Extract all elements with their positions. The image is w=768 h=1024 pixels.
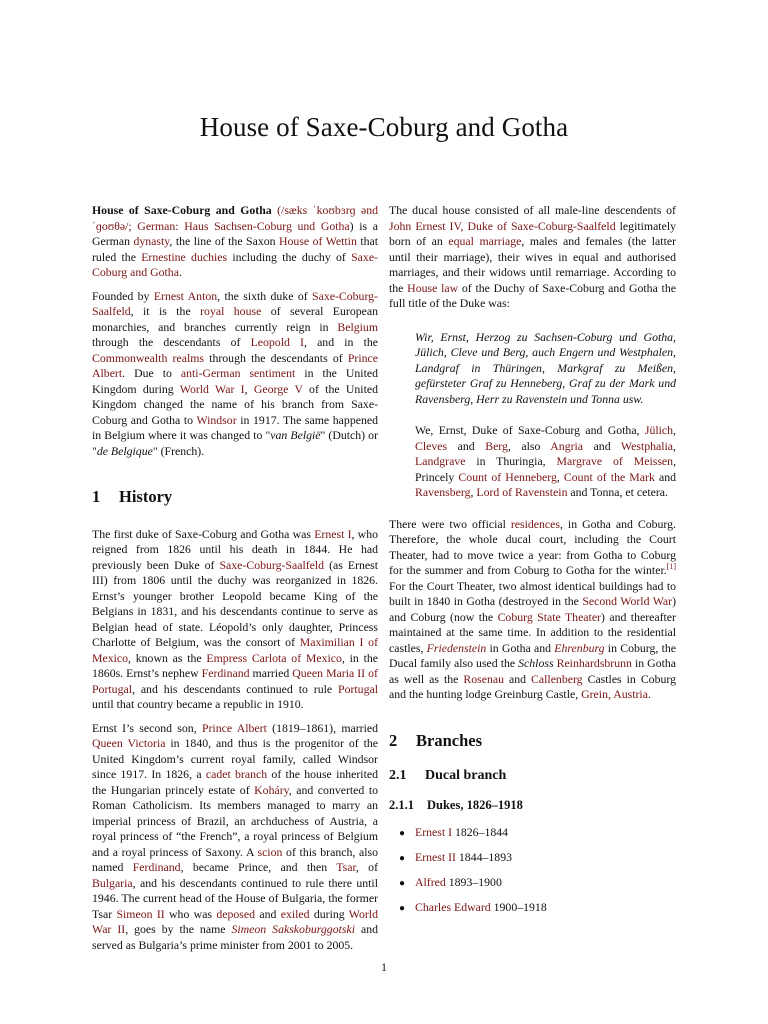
reinhardsbrunn-link[interactable]: Reinhardsbrunn xyxy=(556,656,632,670)
german-title-quote: Wir, Ernst, Herzog zu Sachsen-Coburg und Gotha, Jülich, Cleve und Berg, auch Engern und Westphalen, Landgraf in Thüringen, Markgraf zu Meißen, gefürsteter Graf zu Henneberg, Graf zu der Mark und Ravensberg, Herr zu Ravenstein und Tonna usw. xyxy=(415,329,676,406)
german-label-link[interactable]: German: xyxy=(137,218,179,233)
ducal-house-paragraph: The ducal house consisted of all male-line descendents of John Ernest IV, Duke of Saxe-Coburg-Saalfeld legitimately born of an equal marriage, males and females (the latter until their marriage), their wives in equal and authorised marriages, and their widows until remarriage. According to the House law of the Duchy of Saxe-Coburg and Gotha the full title of the Duke was: xyxy=(389,203,677,310)
ernest-i-link[interactable]: Ernest I xyxy=(314,526,352,541)
angria-link[interactable]: Angria xyxy=(550,438,584,453)
bullet-icon: ● xyxy=(399,828,406,839)
royal-house-link[interactable]: royal house xyxy=(200,304,262,318)
german-name-link[interactable]: Haus Sachsen-Coburg und Gotha xyxy=(184,218,350,233)
history-heading: 1 History xyxy=(92,487,173,506)
simeon-ii-link[interactable]: Simeon II xyxy=(116,906,165,921)
dynasty-link[interactable]: dynasty xyxy=(133,234,170,248)
duke-link[interactable]: Alfred xyxy=(415,875,446,889)
maximilian-link[interactable]: Maximilian I of Mexico xyxy=(92,635,378,665)
cadet-branch-link[interactable]: cadet branch xyxy=(205,767,268,781)
founded-paragraph: Founded by Ernest Anton, the sixth duke of Saxe-Coburg-Saalfeld, it is the royal house of several European monarchies, and branches currently reign in Belgium through the descendants of Leopold I, and in the Commonwealth realms through the descendants of Prince Albert. Due to anti-German sentiment in the United Kingdom during World War I, George V of the United Kingdom changed the name of his branch from Saxe-Coburg and Gotha to Windsor in 1917. The same happened in Belgium where it was changed to "van België" (Dutch) or "de Belgique" (French). xyxy=(92,288,379,458)
list-item: ● Ernest II 1844–1893 xyxy=(389,850,676,875)
residences-link[interactable]: residences xyxy=(510,516,560,531)
left-column xyxy=(92,203,378,961)
house-of-wettin-link[interactable]: House of Wettin xyxy=(279,234,357,248)
leopold-link[interactable]: Leopold I xyxy=(250,335,304,349)
berg-link[interactable]: Berg xyxy=(485,438,508,453)
cleves-link[interactable]: Cleves xyxy=(415,438,448,453)
count-mark-link[interactable]: Count of the Mark xyxy=(563,469,655,484)
second-world-war-link[interactable]: Second World War xyxy=(582,594,673,608)
coburg-theater-link[interactable]: Coburg State Theater xyxy=(497,609,601,624)
house-law-link[interactable]: House law xyxy=(407,280,459,295)
anti-german-link[interactable]: anti-German sentiment xyxy=(180,366,296,380)
tsar-link[interactable]: Tsar xyxy=(336,860,356,874)
deposed-link[interactable]: deposed xyxy=(216,906,256,921)
title-quote xyxy=(415,330,676,501)
callenberg-link[interactable]: Callenberg xyxy=(531,671,583,686)
prince-albert-link-2[interactable]: Prince Albert xyxy=(201,720,267,735)
george-v-link[interactable]: George V xyxy=(253,381,303,396)
henneberg-link[interactable]: Count of Henneberg xyxy=(458,469,557,484)
exiled-link[interactable]: exiled xyxy=(280,906,310,921)
list-item: ● Alfred 1893–1900 xyxy=(389,875,676,900)
portugal-link[interactable]: Portugal xyxy=(338,681,378,696)
prince-albert-link[interactable]: Prince Albert xyxy=(92,350,378,380)
duke-link[interactable]: Charles Edward xyxy=(415,900,491,914)
history-paragraph-1: The first duke of Saxe-Coburg and Gotha was Ernest I, who reigned from 1826 until his death in 1844. He had previously been Duke of Saxe-Coburg-Saalfeld (as Ernest III) from 1806 until the duchy was reorganized in 1826. Ernst’s younger brother Leopold became King of the Belgians in 1831, and his descendants continue to serve as Belgian head of state. Léopold’s only daughter, Princess Charlotte of Belgium, was the consort of Maximilian I of Mexico, known as the Empress Carlota of Mexico, in the 1860s. Ernst’s nephew Ferdinand married Queen Maria II of Portugal, and his descendants continued to rule Portugal until that country became a republic in 1910. xyxy=(92,526,379,711)
bullet-icon: ● xyxy=(399,853,406,864)
sakskoburggotski-link[interactable]: Simeon Sakskoburggotski xyxy=(231,922,355,936)
ferdinand-link[interactable]: Ferdinand xyxy=(201,666,250,680)
ernestine-duchies-link[interactable]: Ernestine duchies xyxy=(141,249,228,264)
dukes-heading: 2.1.1 Dukes, 1826–1918 xyxy=(389,797,523,812)
list-item: ● Ernest I 1826–1844 xyxy=(389,825,676,850)
ravenstein-link[interactable]: Lord of Ravenstein xyxy=(476,485,568,499)
ww2-link[interactable]: World War II xyxy=(92,906,378,936)
friedenstein-link[interactable]: Friedenstein xyxy=(426,640,487,655)
landgrave-link[interactable]: Landgrave xyxy=(415,454,466,468)
windsor-link[interactable]: Windsor xyxy=(196,412,237,427)
bullet-icon: ● xyxy=(399,903,406,914)
page-title: House of Saxe-Coburg and Gotha xyxy=(199,112,569,142)
kohary-link[interactable]: Koháry xyxy=(254,782,289,797)
page-number: 1 xyxy=(381,960,387,974)
ww1-link[interactable]: World War I xyxy=(179,381,245,396)
bullet-icon: ● xyxy=(399,878,406,889)
pronunciation-link[interactable]: (/sæks ˈkoʊbɜrɡ ənd ˈɡoʊθə/; xyxy=(92,203,379,233)
carlota-link[interactable]: Empress Carlota of Mexico xyxy=(206,650,342,665)
ravensberg-link[interactable]: Ravensberg xyxy=(415,485,471,499)
ehrenburg-link[interactable]: Ehrenburg xyxy=(554,640,605,655)
branches-heading: 2 Branches xyxy=(389,730,482,750)
duchy-link[interactable]: Saxe-Coburg and Gotha xyxy=(92,249,378,279)
bulgaria-link[interactable]: Bulgaria xyxy=(92,875,133,890)
residences-paragraph: There were two official residences, in Gotha and Coburg. Therefore, the whole ducal court, including the Court Theater, had to move twice a year: from Gotha to Coburg for the summer and from Coburg to Gotha for the winter.[1] For the Court Theater, two almost identical buildings had to built in 1840 in Gotha (destroyed in the Second World War) and Coburg (now the Coburg State Theater) and thereafter maintained at the same time. In addition to the residential castles, Friedenstein in Gotha and Ehrenburg in Coburg, the Ducal family also used the Schloss Reinhardsbrunn in Gotha as well as the Rosenau and Callenberg Castles in Coburg and the hunting lodge Greinburg Castle, Grein, Austria. xyxy=(389,516,676,701)
reference-1-link[interactable]: [1] xyxy=(666,562,676,572)
john-ernest-iv-link[interactable]: John Ernest IV, Duke of Saxe-Coburg-Saalfeld xyxy=(389,218,616,233)
belgium-link[interactable]: Belgium xyxy=(337,319,378,334)
scion-link[interactable]: scion xyxy=(257,844,283,859)
english-title-quote: We, Ernst, Duke of Saxe-Coburg and Gotha, Jülich, Cleves and Berg, also Angria and Westphalia, Landgrave in Thuringia, Margrave of Meissen, Princely Count of Henneberg, Count of the Mark and Ravensberg, Lord of Ravenstein and Tonna, et cetera. xyxy=(415,423,677,499)
intro-bold-name: House of Saxe-Coburg and Gotha xyxy=(92,203,272,217)
commonwealth-link[interactable]: Commonwealth realms xyxy=(92,350,204,365)
saalfeld-link[interactable]: Saxe-Coburg-Saalfeld xyxy=(219,557,325,572)
julich-link[interactable]: Jülich xyxy=(644,423,674,437)
ernest-anton-link[interactable]: Ernest Anton xyxy=(153,288,218,303)
dukes-list xyxy=(389,825,676,925)
van-belgie-text: van België xyxy=(270,428,321,442)
grein-link[interactable]: Grein, Austria xyxy=(581,687,648,701)
duke-link[interactable]: Ernest I xyxy=(415,825,453,839)
intro-paragraph: House of Saxe-Coburg and Gotha (/sæks ˈkoʊbɜrɡ ənd ˈɡoʊθə/; German: Haus Sachsen-Coburg und Gotha) is a German dynasty, the line of the Saxon House of Wettin that ruled the Ernestine duchies including the duchy of Saxe-Coburg and Gotha. xyxy=(92,203,379,279)
maria-ii-link[interactable]: Queen Maria II of Portugal xyxy=(92,666,378,696)
queen-victoria-link[interactable]: Queen Victoria xyxy=(92,736,166,750)
ferdinand-link-2[interactable]: Ferdinand xyxy=(132,860,181,874)
saxe-coburg-saalfeld-link[interactable]: Saxe-Coburg-Saalfeld xyxy=(92,288,378,318)
duke-link[interactable]: Ernest II xyxy=(415,850,456,864)
margrave-link[interactable]: Margrave of Meissen xyxy=(556,454,674,468)
equal-marriage-link[interactable]: equal marriage xyxy=(448,234,522,248)
right-column xyxy=(389,203,676,925)
westphalia-link[interactable]: Westphalia xyxy=(620,438,674,453)
rosenau-link[interactable]: Rosenau xyxy=(463,671,504,686)
list-item: ● Charles Edward 1900–1918 xyxy=(389,900,676,925)
de-belgique-text: de Belgique xyxy=(96,443,153,458)
history-paragraph-2: Ernst I’s second son, Prince Albert (1819–1861), married Queen Victoria in 1840, and thus is the progenitor of the United Kingdom’s current royal family, called Windsor since 1917. In 1826, a cadet branch of the house inherited the Hungarian princely estate of Koháry, and converted to Roman Catholicism. Its members managed to marry an imperial princess of Brazil, an archduchess of Austria, a royal princess of “the French”, a royal princess of Belgium and a royal princess of Saxony. A scion of this branch, also named Ferdinand, became Prince, and then Tsar, of Bulgaria, and his descendants continued to rule there until 1946. The current head of the House of Bulgaria, the former Tsar Simeon II who was deposed and exiled during World War II, goes by the name Simeon Sakskoburggotski and served as Bulgaria’s prime minister from 2001 to 2005. xyxy=(92,720,379,952)
ducal-branch-heading: 2.1 Ducal branch xyxy=(389,768,507,783)
